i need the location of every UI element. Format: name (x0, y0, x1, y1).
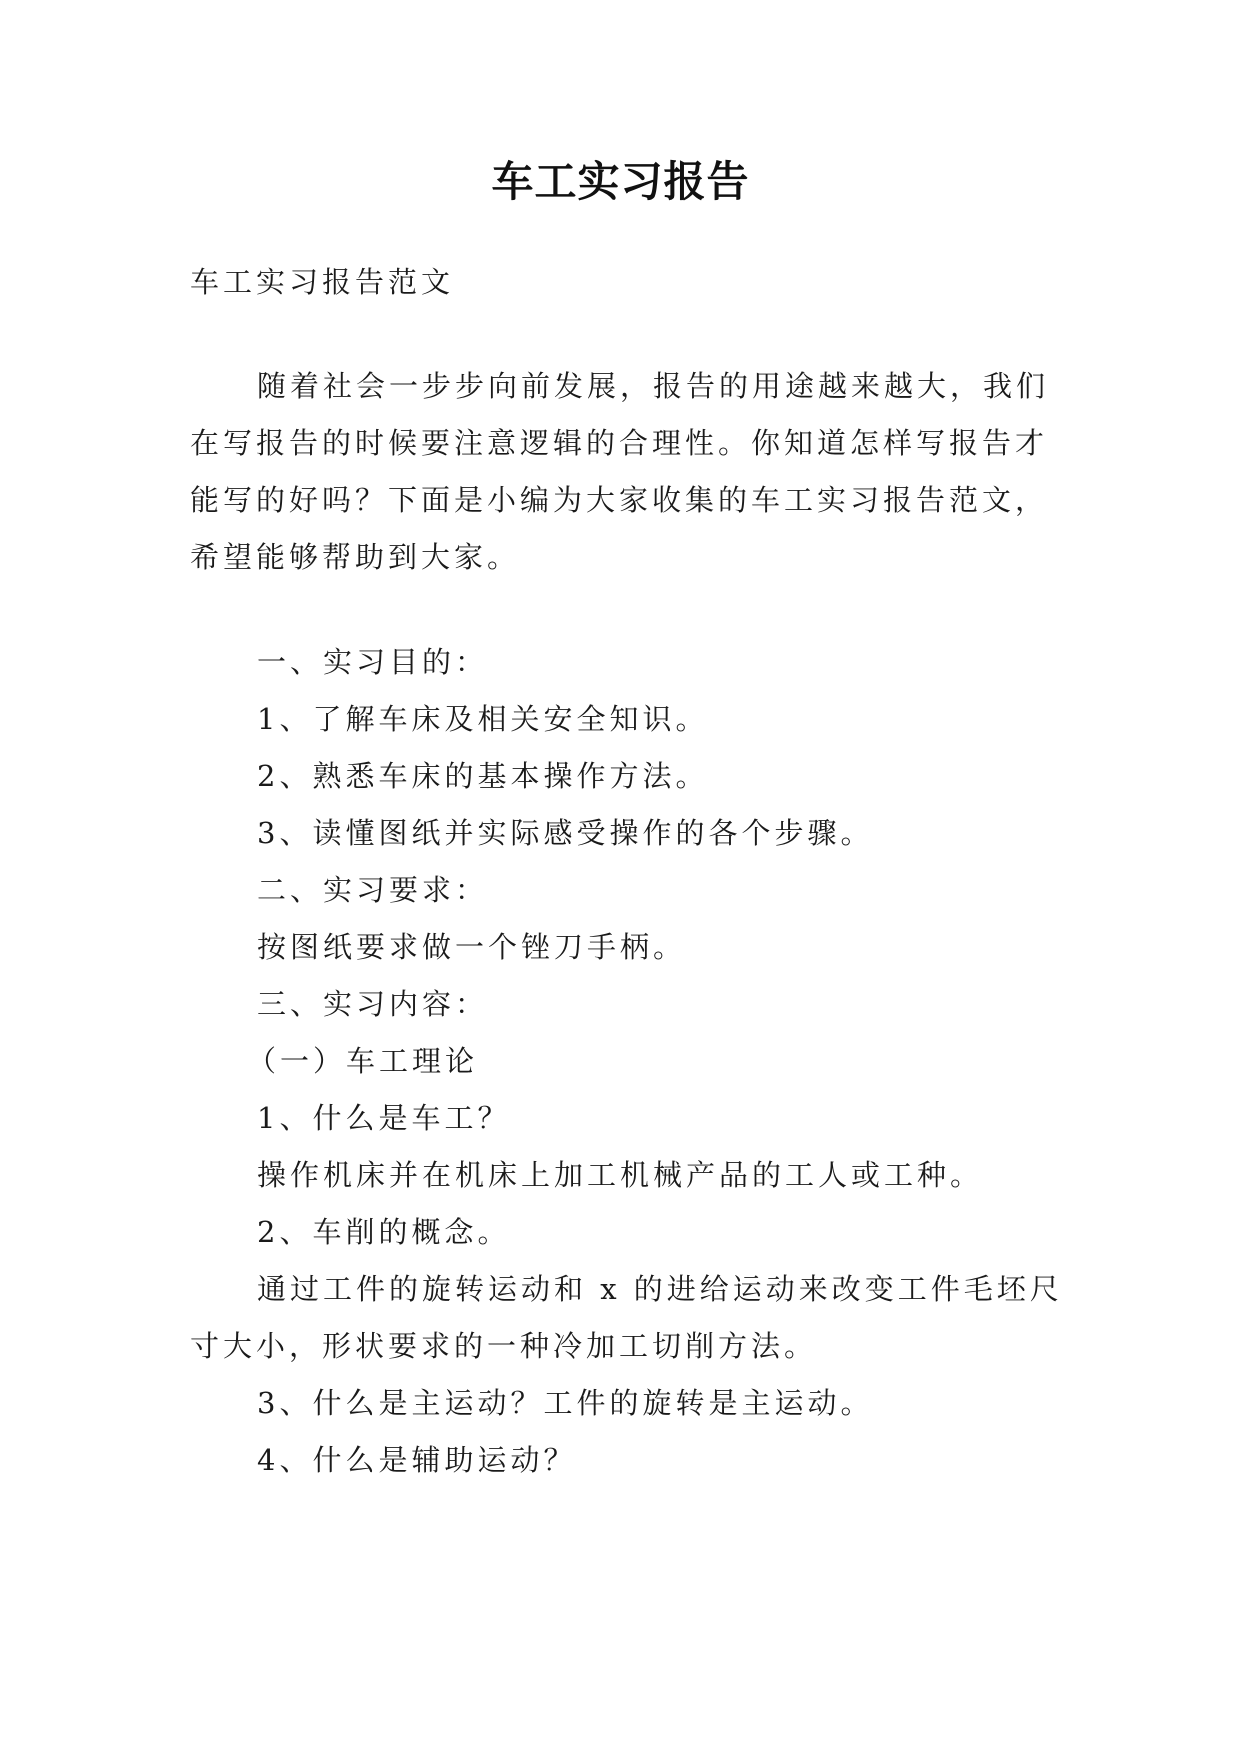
section-heading-content: 三、实习内容： (257, 987, 489, 1021)
document-subtitle: 车工实习报告范文 (190, 265, 455, 299)
intro-line: 随着社会一步步向前发展，报告的用途越来越大，我们 (257, 369, 1050, 403)
list-item: 1、什么是车工？ (257, 1101, 511, 1135)
subsection-heading: （一）车工理论 (247, 1044, 479, 1078)
body-line: 通过工件的旋转运动和 x 的进给运动来改变工件毛坯尺 (257, 1272, 1063, 1306)
list-item: 1、了解车床及相关安全知识。 (257, 702, 709, 736)
list-item: 2、车削的概念。 (257, 1215, 511, 1249)
list-item: 2、熟悉车床的基本操作方法。 (257, 759, 709, 793)
list-item: 3、什么是主运动？工件的旋转是主运动。 (257, 1386, 874, 1420)
document-title: 车工实习报告 (491, 157, 750, 206)
intro-line: 能写的好吗？下面是小编为大家收集的车工实习报告范文， (190, 483, 1049, 517)
section-heading-requirements: 二、实习要求： (257, 873, 489, 907)
body-line: 寸大小，形状要求的一种冷加工切削方法。 (190, 1329, 818, 1363)
body-line: 按图纸要求做一个锉刀手柄。 (257, 930, 687, 964)
list-item: 3、读懂图纸并实际感受操作的各个步骤。 (257, 816, 874, 850)
list-item: 4、什么是辅助运动？ (257, 1443, 577, 1477)
section-heading-purpose: 一、实习目的： (257, 645, 489, 679)
body-line: 操作机床并在机床上加工机械产品的工人或工种。 (257, 1158, 984, 1192)
intro-line: 在写报告的时候要注意逻辑的合理性。你知道怎样写报告才 (190, 426, 1049, 460)
intro-line: 希望能够帮助到大家。 (190, 540, 521, 574)
